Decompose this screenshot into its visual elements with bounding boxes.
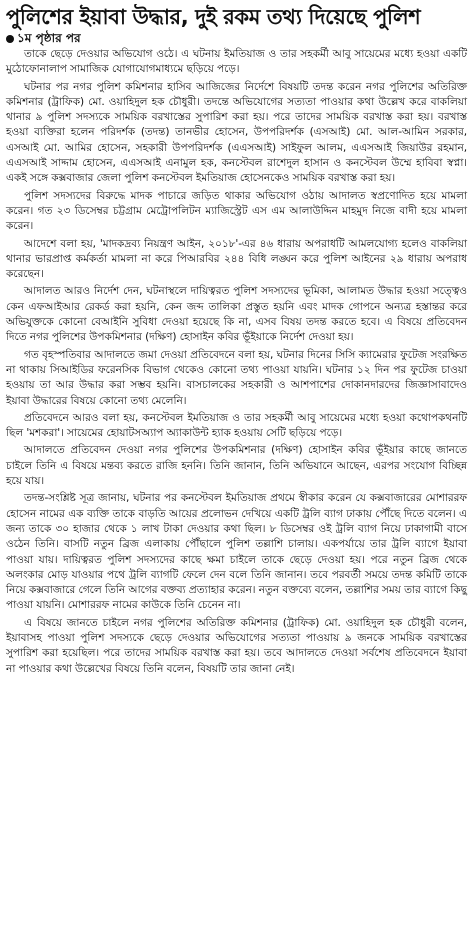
bullet-icon	[6, 35, 14, 43]
paragraph: তদন্ত-সংশ্লিষ্ট সূত্র জানায়, ঘটনার পর কনস্টেবল ইমতিয়াজ প্রথমে স্বীকার করেন যে কক্সবাজারের মোশাররফ হোসেন নামের এক ব্যক্তি তাকে বাড়তি আয়ের প্রলোভন দেখিয়ে একটি ট্রলি ব্যাগ ঢাকায় পৌঁছে দিতে বলেন। এ জন্য তাকে ৩০ হাজার থেকে ১ লাখ টাকা দেওয়ার কথা ছিল। ৮ ডিসেম্বর ওই ট্রলি ব্যাগ নিয়ে ঢাকাগামী বাসে ওঠেন তিনি। বাসটি নতুন ব্রিজ এলাকায় পৌঁছালে পুলিশ তল্লাশি চালায়। একপর্যায়ে তার ট্রলি ব্যাগে ইয়াবা পাওয়া যায়। দায়িত্বরত পুলিশ সদস্যদের কাছে ক্ষমা চাইলে তাকে ছেড়ে দেওয়া হয়। পরে নতুন ব্রিজ থেকে অলংকার মোড় যাওয়ার পথে ট্রলি ব্যাগটি ফেলে দেন বলে তিনি জানান। তবে পরবর্তী সময়ে তদন্ত কমিটি তাকে নিয়ে কক্সবাজারে গেলে তিনি আগের বক্তব্য প্রত্যাহার করেন। নতুন বক্তব্যে বলেন, তল্লাশির সময় তার ব্যাগে কিছু পাওয়া যায়নি। মোশাররফ নামের কাউকে তিনি চেনেন না।	[6, 492, 467, 612]
paragraph: পুলিশ সদস্যদের বিরুদ্ধে মাদক পাচারে জড়িত থাকার অভিযোগ ওঠায় আদালত স্বপ্রণোদিত হয়ে মামলা করেন। গত ২৩ ডিসেম্বর চট্টগ্রাম মেট্রোপলিটন ম্যাজিস্ট্রেট এস এম আলাউদ্দিন মাহমুদ নিজে বাদী হয়ে মামলা করেন।	[6, 189, 467, 233]
paragraph: ঘটনার পর নগর পুলিশ কমিশনার হাসিব আজিজের নির্দেশে বিষয়টি তদন্ত করেন নগর পুলিশের অতিরিক্ত কমিশনার (ট্রাফিক) মো. ওয়াহিদুল হক চৌধুরী। তদন্তে অভিযোগের সত্যতা পাওয়ার কথা উল্লেখ করে বাকলিয়া থানার ৯ পুলিশ সদস্যকে সাময়িক বরখাস্তের সুপারিশ করা হয়। পরে তাদের সাময়িক বরখাস্ত করা হয়। বরখাস্ত হওয়া ব্যক্তিরা হলেন পরিদর্শক (তদন্ত) তানভীর হোসেন, উপপরিদর্শক (এসআই) মো. আল-আমিন সরকার, এসআই মো. আমির হোসেন, সহকারী উপপরিদর্শক (এএসআই) সাইফুল আলম, এএসআই জিয়াউর রহমান, এএসআই সাদ্দাম হোসেন, এএসআই এনামুল হক, কনস্টেবল রাশেদুল হাসান ও কনস্টেবল উম্মে হাবিবা স্বপ্না। একই সঙ্গে কক্সবাজার জেলা পুলিশ কনস্টেবল ইমতিয়াজ হোসেনকেও সাময়িক বরখাস্ত করা হয়।	[6, 80, 467, 185]
paragraph: এ বিষয়ে জানতে চাইলে নগর পুলিশের অতিরিক্ত কমিশনার (ট্রাফিক) মো. ওয়াহিদুল হক চৌধুরী বলেন, ইয়াবাসহ পাওয়া পুলিশ সদস্যকে ছেড়ে দেওয়ার অভিযোগের সত্যতা পাওয়ায় ৯ জনকে সাময়িক বরখাস্তের সুপারিশ করা হয়েছিল। পরে তাদের সাময়িক বরখাস্ত করা হয়। তবে আদালতে দেওয়া সর্বশেষ প্রতিবেদনে ইয়াবা না পাওয়ার কথা উল্লেখের বিষয়ে তিনি বলেন, বিষয়টি তার জানা নেই।	[6, 616, 467, 675]
paragraph: আদালতে প্রতিবেদন দেওয়া নগর পুলিশের উপকমিশনার (দক্ষিণ) হোসাইন কবির ভূঁইয়ার কাছে জানতে চাইলে তিনি এ বিষয়ে মন্তব্য করতে রাজি হননি। তিনি জানান, তিনি অভিযানে আছেন, এরপর সংযোগ বিচ্ছিন্ন হয়ে যায়।	[6, 444, 467, 488]
paragraph: আদালত আরও নির্দেশ দেন, ঘটনাস্থলে দায়িত্বরত পুলিশ সদস্যদের ভূমিকা, আলামত উদ্ধার হওয়া সত্ত্বেও কেন এফআইআর রেকর্ড করা হয়নি, কেন জব্দ তালিকা প্রস্তুত হয়নি এবং মাদক গোপনে অন্যত্র হস্তান্তর করে অভিযুক্তকে কোনো বেআইনি সুবিধা দেওয়া হয়েছে কি না, এসব বিষয় তদন্ত করতে হবে। এ বিষয়ে প্রতিবেদন দিতে নগর পুলিশের উপকমিশনার (দক্ষিণ) হোসাইন কবির ভূঁইয়াকে নির্দেশ দেওয়া হয়।	[6, 285, 467, 344]
paragraph: আদেশে বলা হয়, 'মাদকদ্রব্য নিয়ন্ত্রণ আইন, ২০১৮'-এর ৪৬ ধারায় অপরাধটি আমলযোগ্য হলেও বাকলিয়া থানার ভারপ্রাপ্ত কর্মকর্তা মামলা না করে পিআরবির ২৪৪ বিধি লঙ্ঘন করে পুলিশ আইনের ২৯ ধারায় অপরাধ করেছেন।	[6, 237, 467, 281]
paragraph: গত বৃহস্পতিবার আদালতে জমা দেওয়া প্রতিবেদনে বলা হয়, ঘটনার দিনের সিসি ক্যামেরার ফুটেজ সংরক্ষিত না থাকায় সিআইডির ফরেনসিক বিভাগ থেকেও কোনো তথ্য পাওয়া যায়নি। ঘটনার ১২ দিন পর ফুটেজ চাওয়া হওয়ায় তা আর উদ্ধার করা সম্ভব হয়নি। বাসচালকের সহকারী ও আশপাশের দোকানদারদের জিজ্ঞাসাবাদেও ইয়াবা উদ্ধারের বিষয়ে কোনো তথ্য মেলেনি।	[6, 348, 467, 407]
paragraph: তাকে ছেড়ে দেওয়ার অভিযোগ ওঠে। এ ঘটনায় ইমতিয়াজ ও তার সহকর্মী আবু সায়েমের মধ্যে হওয়া একটি মুঠোফোনালাপ সামাজিক যোগাযোগমাধ্যমে ছড়িয়ে পড়ে।	[6, 48, 467, 76]
article-headline: পুলিশের ইয়াবা উদ্ধার, দুই রকম তথ্য দিয়েছে পুলিশ	[6, 5, 421, 29]
continuation-label: ১ম পৃষ্ঠার পর	[17, 31, 81, 45]
article-body	[6, 47, 467, 677]
continuation-note	[6, 31, 467, 46]
paragraph: প্রতিবেদনে আরও বলা হয়, কনস্টেবল ইমতিয়াজ ও তার সহকর্মী আবু সায়েমের মধ্যে হওয়া কথোপকথনটি ছিল 'মশকরা'। সায়েমের হোয়াটসঅ্যাপ অ্যাকাউন্ট হ্যাক হওয়ায় সেটি ছড়িয়ে পড়ে।	[6, 411, 467, 440]
